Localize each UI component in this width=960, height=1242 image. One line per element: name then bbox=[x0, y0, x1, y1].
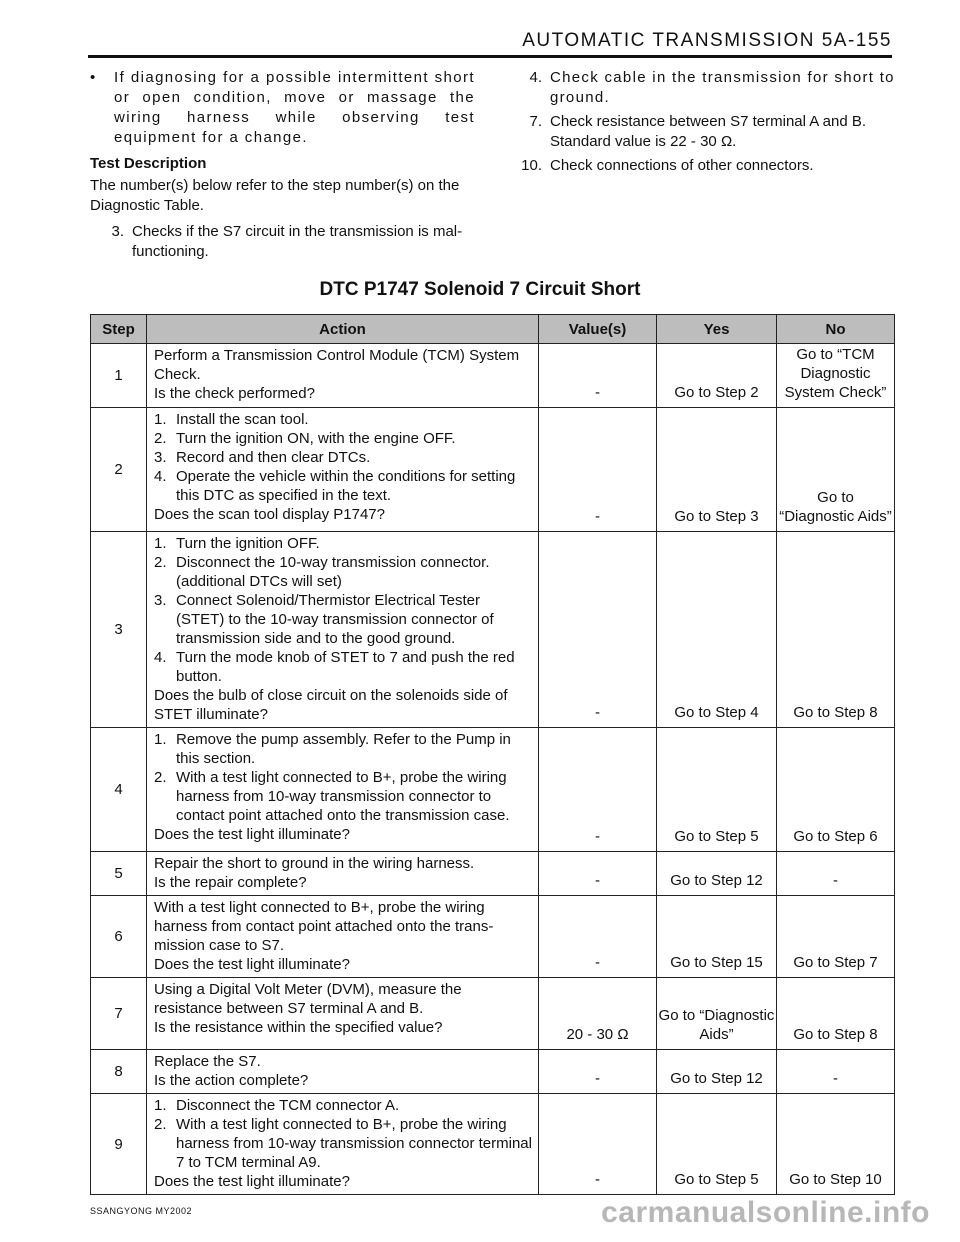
step-cell: 7 bbox=[91, 978, 147, 1050]
no-cell: Go to Step 7 bbox=[777, 896, 895, 978]
no-cell: - bbox=[777, 1050, 895, 1094]
action-line bbox=[154, 553, 532, 591]
test-description-paragraph: The number(s) below refer to the step number(s) on the Diagnostic Table. bbox=[90, 177, 460, 214]
table-row bbox=[91, 408, 895, 532]
step-cell: 8 bbox=[91, 1050, 147, 1094]
action-line-text: With a test light connected to B+, probe the wiring harness from 10-way transmission connector to contact point attached onto the transmission case. bbox=[176, 769, 510, 824]
action-line-text: Connect Solenoid/Thermistor Electrical Tester (STET) to the 10-way transmission connector of transmission side and to the good ground. bbox=[176, 592, 494, 647]
no-cell: Go to “Diagnostic Aids” bbox=[777, 408, 895, 532]
action-line bbox=[154, 1096, 532, 1115]
header-action: Action bbox=[147, 315, 539, 344]
yes-cell: Go to Step 5 bbox=[657, 1094, 777, 1195]
action-line: Does the bulb of close circuit on the solenoids side of STET illuminate? bbox=[154, 687, 508, 723]
test-description-item bbox=[90, 222, 475, 262]
footer-text: SSANGYONG MY2002 bbox=[90, 1206, 193, 1216]
action-line: Replace the S7. bbox=[154, 1053, 261, 1070]
action-line bbox=[154, 1115, 532, 1172]
action-line-number: 2. bbox=[154, 1116, 167, 1133]
item-text: Checks if the S7 circuit in the transmission is mal-functioning. bbox=[132, 223, 463, 260]
action-line-number: 1. bbox=[154, 731, 167, 748]
value-cell: - bbox=[539, 728, 657, 852]
action-line bbox=[154, 730, 532, 768]
item-number: 10. bbox=[521, 157, 542, 174]
action-line bbox=[154, 410, 532, 429]
action-cell bbox=[147, 978, 539, 1050]
action-cell bbox=[147, 1094, 539, 1195]
action-line-text: Turn the ignition OFF. bbox=[176, 535, 320, 552]
step-cell: 3 bbox=[91, 532, 147, 728]
item-number: 4. bbox=[529, 69, 542, 86]
step-cell: 1 bbox=[91, 344, 147, 408]
no-cell: Go to “TCM Diagnostic System Check” bbox=[777, 344, 895, 408]
table-row bbox=[91, 978, 895, 1050]
action-line: Does the scan tool display P1747? bbox=[154, 506, 385, 523]
action-line: With a test light connected to B+, probe the wiring harness from contact point attached onto the trans-mission case to S7. bbox=[154, 899, 494, 954]
action-line bbox=[154, 648, 532, 686]
yes-cell: Go to Step 5 bbox=[657, 728, 777, 852]
item-number: 7. bbox=[529, 113, 542, 130]
value-cell: 20 - 30 Ω bbox=[539, 978, 657, 1050]
action-line-number: 1. bbox=[154, 535, 167, 552]
action-line-number: 3. bbox=[154, 449, 167, 466]
action-line bbox=[154, 429, 532, 448]
action-line-number: 4. bbox=[154, 649, 167, 666]
no-cell: Go to Step 6 bbox=[777, 728, 895, 852]
action-cell bbox=[147, 728, 539, 852]
value-cell: - bbox=[539, 532, 657, 728]
bullet-item bbox=[90, 68, 475, 148]
header-rule bbox=[88, 55, 892, 58]
step-cell: 9 bbox=[91, 1094, 147, 1195]
no-cell: Go to Step 10 bbox=[777, 1094, 895, 1195]
test-description-item bbox=[500, 68, 895, 108]
action-line-number: 2. bbox=[154, 769, 167, 786]
action-cell bbox=[147, 1050, 539, 1094]
table-row bbox=[91, 1094, 895, 1195]
action-line: Is the action complete? bbox=[154, 1072, 309, 1089]
table-header-row bbox=[91, 315, 895, 344]
action-line-number: 1. bbox=[154, 411, 167, 428]
action-line: Does the test light illuminate? bbox=[154, 826, 350, 843]
value-cell: - bbox=[539, 1094, 657, 1195]
action-line: Repair the short to ground in the wiring harness. bbox=[154, 855, 475, 872]
action-line: Is the check performed? bbox=[154, 385, 315, 402]
table-row bbox=[91, 896, 895, 978]
item-text: Check connections of other connectors. bbox=[550, 157, 814, 174]
no-cell: - bbox=[777, 852, 895, 896]
header-yes: Yes bbox=[657, 315, 777, 344]
table-row bbox=[91, 532, 895, 728]
bullet-dot-icon: • bbox=[90, 69, 96, 86]
action-line-text: Operate the vehicle within the conditions for setting this DTC as specified in the text. bbox=[176, 468, 516, 504]
test-description-heading: Test Description bbox=[90, 155, 207, 172]
action-line-number: 4. bbox=[154, 468, 167, 485]
value-cell: - bbox=[539, 408, 657, 532]
step-cell: 5 bbox=[91, 852, 147, 896]
yes-cell: Go to Step 15 bbox=[657, 896, 777, 978]
action-cell bbox=[147, 896, 539, 978]
page-header-title: AUTOMATIC TRANSMISSION 5A-155 bbox=[522, 30, 892, 51]
no-cell: Go to Step 8 bbox=[777, 978, 895, 1050]
action-line-text: With a test light connected to B+, probe the wiring harness from 10-way transmission connector terminal 7 to TCM terminal A9. bbox=[176, 1116, 532, 1171]
action-line-text: Record and then clear DTCs. bbox=[176, 449, 371, 466]
test-description-item bbox=[500, 112, 895, 152]
diagnostic-table bbox=[90, 314, 895, 1195]
no-cell: Go to Step 8 bbox=[777, 532, 895, 728]
value-cell: - bbox=[539, 852, 657, 896]
yes-cell: Go to “Diagnostic Aids” bbox=[657, 978, 777, 1050]
action-cell bbox=[147, 532, 539, 728]
header-values: Value(s) bbox=[539, 315, 657, 344]
action-line-number: 2. bbox=[154, 430, 167, 447]
action-line-text: Disconnect the 10-way transmission connector. (additional DTCs will set) bbox=[176, 554, 490, 590]
action-cell bbox=[147, 344, 539, 408]
header-no: No bbox=[777, 315, 895, 344]
yes-cell: Go to Step 2 bbox=[657, 344, 777, 408]
action-line bbox=[154, 467, 532, 505]
action-cell bbox=[147, 408, 539, 532]
action-line bbox=[154, 768, 532, 825]
table-row bbox=[91, 852, 895, 896]
action-line bbox=[154, 534, 532, 553]
action-line: Perform a Transmission Control Module (TCM) System Check. bbox=[154, 347, 520, 383]
table-row bbox=[91, 1050, 895, 1094]
value-cell: - bbox=[539, 896, 657, 978]
table-body bbox=[91, 344, 895, 1195]
action-line-number: 3. bbox=[154, 592, 167, 609]
header-step: Step bbox=[91, 315, 147, 344]
item-number: 3. bbox=[111, 223, 124, 240]
action-line-text: Install the scan tool. bbox=[176, 411, 309, 428]
bullet-text: If diagnosing for a possible intermittent short or open condition, move or massage the wiring harness while observing test equipment for a change. bbox=[114, 69, 475, 146]
value-cell: - bbox=[539, 1050, 657, 1094]
table-title: DTC P1747 Solenoid 7 Circuit Short bbox=[319, 279, 641, 300]
action-line-text: Disconnect the TCM connector A. bbox=[176, 1097, 400, 1114]
yes-cell: Go to Step 4 bbox=[657, 532, 777, 728]
item-text: Check cable in the transmission for short to ground. bbox=[550, 69, 895, 106]
action-line-text: Turn the ignition ON, with the engine OFF. bbox=[176, 430, 456, 447]
step-cell: 6 bbox=[91, 896, 147, 978]
watermark: carmanualsonline.info bbox=[601, 1196, 930, 1229]
action-line bbox=[154, 448, 532, 467]
step-cell: 2 bbox=[91, 408, 147, 532]
yes-cell: Go to Step 12 bbox=[657, 1050, 777, 1094]
action-line-number: 1. bbox=[154, 1097, 167, 1114]
action-line bbox=[154, 591, 532, 648]
yes-cell: Go to Step 3 bbox=[657, 408, 777, 532]
action-line: Is the repair complete? bbox=[154, 874, 307, 891]
action-line: Does the test light illuminate? bbox=[154, 956, 350, 973]
action-line-text: Remove the pump assembly. Refer to the Pump in this section. bbox=[176, 731, 511, 767]
action-line: Using a Digital Volt Meter (DVM), measure the resistance between S7 terminal A and B. bbox=[154, 981, 462, 1017]
action-line: Does the test light illuminate? bbox=[154, 1173, 350, 1190]
item-text: Check resistance between S7 terminal A and B. Standard value is 22 - 30 Ω. bbox=[550, 113, 867, 150]
yes-cell: Go to Step 12 bbox=[657, 852, 777, 896]
action-line: Is the resistance within the specified value? bbox=[154, 1019, 443, 1036]
table-row bbox=[91, 728, 895, 852]
action-cell bbox=[147, 852, 539, 896]
action-line-text: Turn the mode knob of STET to 7 and push the red button. bbox=[176, 649, 515, 685]
test-description-item bbox=[500, 156, 895, 176]
step-cell: 4 bbox=[91, 728, 147, 852]
left-column bbox=[90, 68, 475, 266]
table-row bbox=[91, 344, 895, 408]
value-cell: - bbox=[539, 344, 657, 408]
right-column bbox=[500, 68, 895, 180]
action-line-number: 2. bbox=[154, 554, 167, 571]
